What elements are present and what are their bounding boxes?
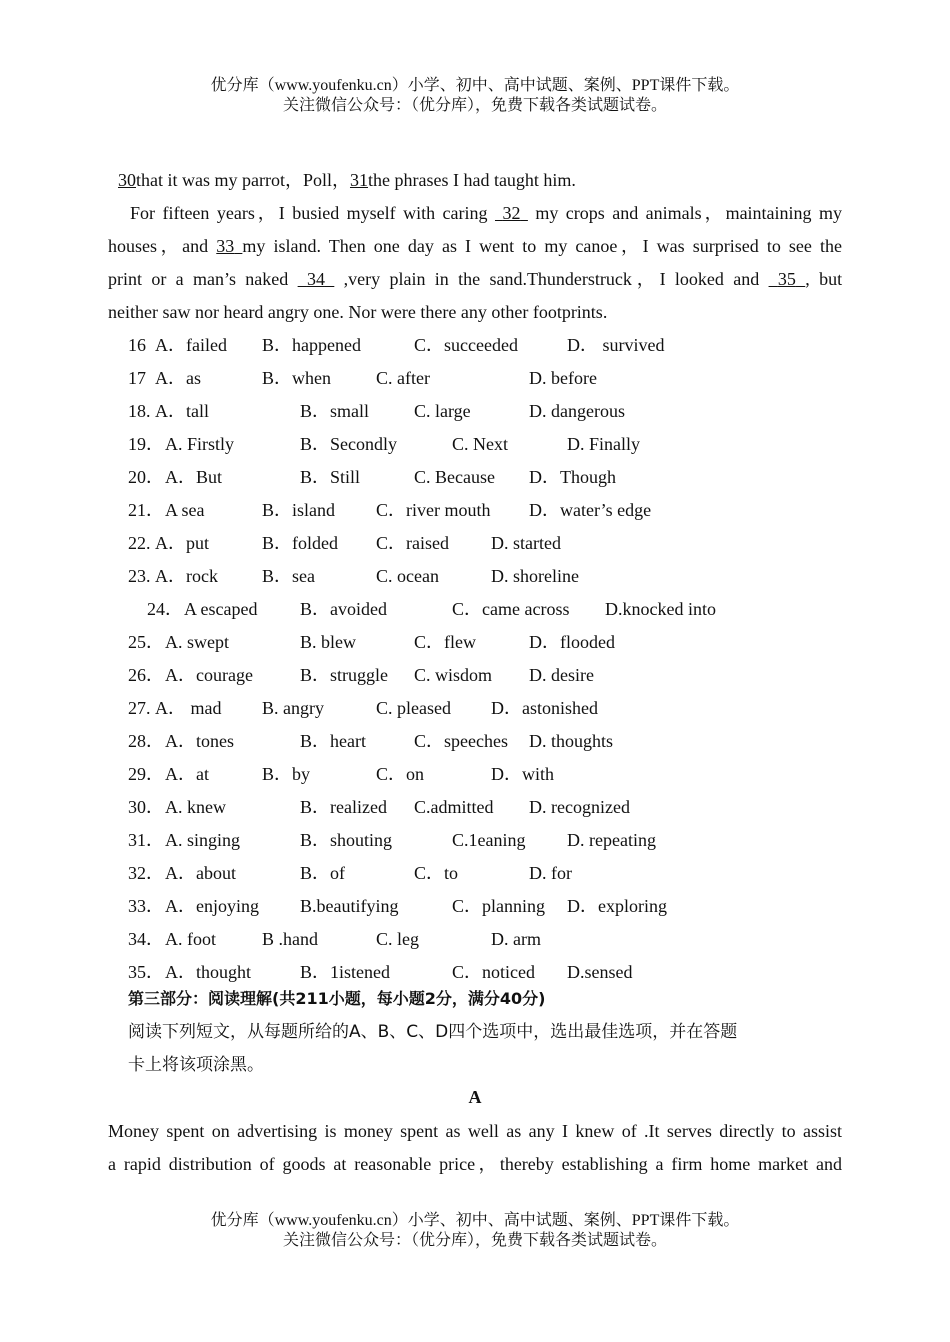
option-b: B．realized — [300, 797, 387, 817]
option-a: A．put — [155, 533, 209, 553]
option-d: D．Though — [529, 467, 616, 487]
option-b: B．heart — [300, 731, 366, 751]
question-number: 25． — [128, 632, 164, 652]
question-row — [0, 400, 950, 433]
question-number: 19． — [128, 434, 164, 454]
option-a: A．about — [165, 863, 236, 883]
option-b: B．struggle — [300, 665, 388, 685]
question-number: 29． — [128, 764, 164, 784]
question-number: 21． — [128, 500, 164, 520]
question-number: 20． — [128, 467, 164, 487]
option-d: D. dangerous — [529, 401, 625, 421]
header-line-2: 关注微信公众号：（优分库），免费下载各类试题试卷。 — [282, 97, 667, 114]
question-row — [0, 796, 950, 829]
question-number: 17 — [128, 368, 146, 388]
option-d: D. shoreline — [491, 566, 579, 586]
option-a: A escaped — [184, 599, 258, 619]
option-b: B．shouting — [300, 830, 393, 850]
passage-text: , but — [805, 269, 843, 289]
question-number: 31． — [128, 830, 164, 850]
option-a: A. swept — [165, 632, 229, 652]
question-row — [0, 466, 950, 499]
option-d: D．exploring — [567, 896, 667, 916]
blank-32: 32 — [502, 203, 521, 223]
option-d: D. repeating — [567, 830, 656, 850]
passage-heading: A — [468, 1087, 482, 1107]
question-row — [0, 895, 950, 928]
option-c: C．on — [376, 764, 425, 784]
option-a: A. knew — [165, 797, 226, 817]
instruction-line-1: 阅读下列短文，从每题所给的A、B、C、D四个选项中，选出最佳选项，并在答题 — [128, 1022, 738, 1042]
question-number: 34． — [128, 929, 164, 949]
option-b: B．1istened — [300, 962, 390, 982]
option-d: D. recognized — [529, 797, 630, 817]
question-row — [0, 499, 950, 532]
blank-31: 31 — [349, 170, 368, 190]
option-a: A．tones — [165, 731, 234, 751]
passage-line-0 — [118, 169, 576, 191]
header-line-1: 优分库（www.youfenku.cn）小学、初中、高中试题、案例、PPT课件下载。 — [210, 77, 740, 94]
option-a: A．tall — [155, 401, 209, 421]
option-a: A．rock — [155, 566, 218, 586]
question-row — [0, 829, 950, 862]
question-number: 26． — [128, 665, 164, 685]
question-number: 24． — [147, 599, 183, 619]
question-number: 30． — [128, 797, 164, 817]
option-a: A． mad — [155, 698, 222, 718]
question-number: 18. — [128, 401, 151, 421]
option-b: B．Secondly — [300, 434, 397, 454]
passage-text: houses，and — [108, 236, 209, 256]
question-number: 35． — [128, 962, 164, 982]
question-number: 33． — [128, 896, 164, 916]
option-d: D. for — [529, 863, 572, 883]
option-d: D. thoughts — [529, 731, 614, 751]
option-b: B．small — [300, 401, 370, 421]
option-a: A．courage — [165, 665, 253, 685]
passage-text: For fifteen years，I busied myself with caring — [130, 203, 488, 223]
option-d: D．with — [491, 764, 554, 784]
option-b: B．of — [300, 863, 345, 883]
option-c: C．river mouth — [376, 500, 491, 520]
question-row — [0, 598, 950, 631]
option-c: C．flew — [414, 632, 476, 652]
question-row — [0, 763, 950, 796]
option-a: A．at — [165, 764, 209, 784]
blank-30: 30 — [118, 170, 136, 190]
blank-33: 33 — [216, 236, 235, 256]
option-d: D．astonished — [491, 698, 598, 718]
question-row — [0, 433, 950, 466]
option-b: B．when — [262, 368, 331, 388]
question-row — [0, 862, 950, 895]
option-c: C. wisdom — [414, 665, 493, 685]
question-number: 27. — [128, 698, 151, 718]
question-row — [0, 928, 950, 961]
option-c: C．raised — [376, 533, 449, 553]
option-b: B．Still — [300, 467, 361, 487]
option-d: D.sensed — [567, 962, 633, 982]
option-b: B．folded — [262, 533, 338, 553]
blank-35: 35 — [777, 269, 796, 289]
option-b: B .hand — [262, 929, 318, 949]
option-a: A．as — [155, 368, 201, 388]
option-a: A．failed — [155, 335, 227, 355]
question-number: 23. — [128, 566, 151, 586]
option-d: D. arm — [491, 929, 541, 949]
question-number: 16 — [128, 335, 146, 355]
option-c: C．planning — [452, 896, 545, 916]
question-number: 32． — [128, 863, 164, 883]
option-a: A. Firstly — [165, 434, 235, 454]
passage-line-1 — [108, 202, 842, 224]
footer-line-2: 关注微信公众号：（优分库），免费下载各类试题试卷。 — [282, 1232, 667, 1249]
option-c: C．came across — [452, 599, 570, 619]
section-title: 第三部分：阅读理解(共211小题，每小题2分，满分40分) — [128, 989, 546, 1008]
option-a: A sea — [165, 500, 205, 520]
option-c: C. pleased — [376, 698, 451, 718]
option-b: B. blew — [300, 632, 356, 652]
reading-text-line-1: Money spent on advertising is money spent as well as any I knew of .It serves directly to assist — [108, 1121, 842, 1141]
question-row — [0, 565, 950, 598]
option-a: A．But — [165, 467, 223, 487]
option-a: A. singing — [165, 830, 241, 850]
option-c: C．noticed — [452, 962, 535, 982]
option-b: B. angry — [262, 698, 324, 718]
option-b: B．by — [262, 764, 311, 784]
option-c: C.admitted — [414, 797, 494, 817]
option-a: A．enjoying — [165, 896, 259, 916]
option-a: A. foot — [165, 929, 216, 949]
passage-line-3 — [108, 268, 842, 290]
question-row — [0, 664, 950, 697]
option-c: C. leg — [376, 929, 419, 949]
question-row — [0, 367, 950, 400]
page-header — [0, 76, 950, 116]
option-d: D. started — [491, 533, 561, 553]
option-c: C. after — [376, 368, 430, 388]
blank-34: 34 — [306, 269, 325, 289]
passage-text: print or a man’s naked — [108, 269, 289, 289]
option-a: A．thought — [165, 962, 252, 982]
option-d: D. desire — [529, 665, 594, 685]
option-d: D. before — [529, 368, 597, 388]
option-c: C．succeeded — [414, 335, 518, 355]
option-c: C. Next — [452, 434, 508, 454]
option-b: B．avoided — [300, 599, 387, 619]
option-b: B．island — [262, 500, 336, 520]
option-c: C．speeches — [414, 731, 508, 751]
option-b: B．sea — [262, 566, 315, 586]
option-d: D. Finally — [567, 434, 641, 454]
option-c: C. large — [414, 401, 471, 421]
question-row — [0, 334, 950, 367]
option-c: C.1eaning — [452, 830, 526, 850]
passage-text: that it was my parrot，Poll， — [136, 170, 350, 190]
passage-text: ,very plain in the sand.Thunderstruck，I looked and — [343, 269, 760, 289]
question-row — [0, 697, 950, 730]
option-b: B．happened — [262, 335, 361, 355]
passage-text: my island. Then one day as I went to my canoe，I was surprised to see the — [242, 236, 842, 256]
passage-text: my crops and animals，maintaining my — [535, 203, 843, 223]
question-row — [0, 730, 950, 763]
option-c: C. Because — [414, 467, 495, 487]
option-d: D．flooded — [529, 632, 615, 652]
reading-text-line-2: a rapid distribution of goods at reasonable price，thereby establishing a firm home market and — [108, 1154, 842, 1174]
footer-line-1: 优分库（www.youfenku.cn）小学、初中、高中试题、案例、PPT课件下载。 — [210, 1212, 740, 1229]
option-b: B.beautifying — [300, 896, 399, 916]
question-number: 28． — [128, 731, 164, 751]
instruction-line-2: 卡上将该项涂黑。 — [128, 1055, 264, 1075]
question-number: 22. — [128, 533, 151, 553]
question-row — [0, 532, 950, 565]
option-c: C. ocean — [376, 566, 439, 586]
page-footer — [0, 1211, 950, 1251]
option-d: D.knocked into — [605, 599, 716, 619]
option-c: C．to — [414, 863, 459, 883]
option-d: D． survived — [567, 335, 665, 355]
option-d: D．water’s edge — [529, 500, 652, 520]
passage-line-2 — [108, 235, 842, 257]
passage-line-4: neither saw nor heard angry one. Nor were there any other footprints. — [108, 302, 608, 322]
passage-text: the phrases I had taught him. — [367, 170, 576, 190]
question-row — [0, 631, 950, 664]
